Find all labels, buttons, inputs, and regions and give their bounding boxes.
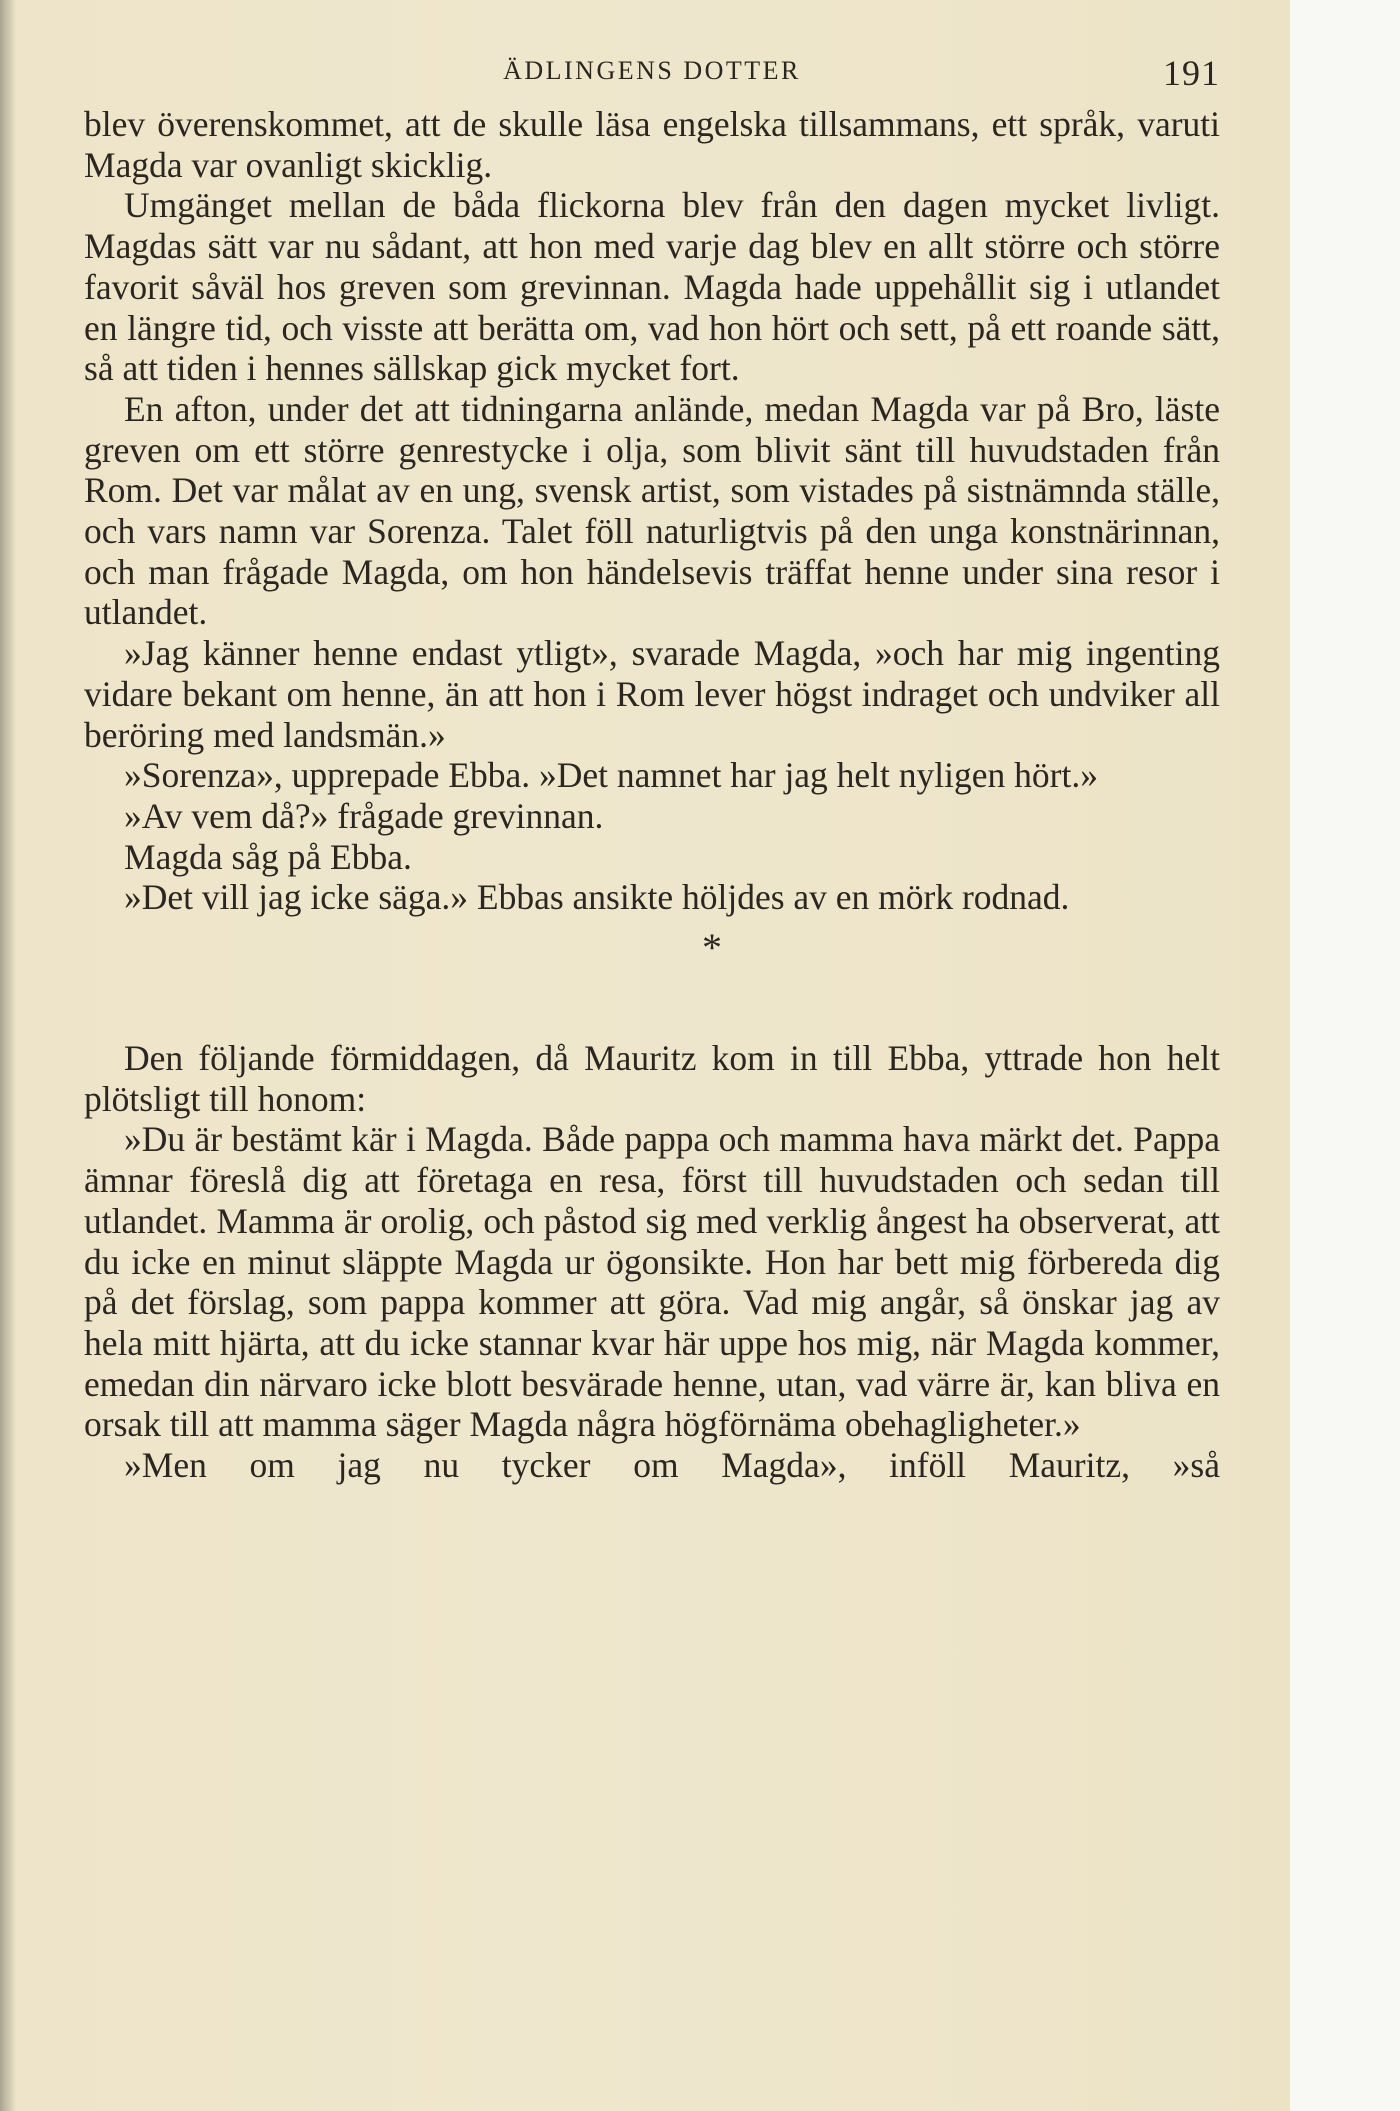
paragraph: »Jag känner henne endast ytligt», svarade Magda, »och har mig ingenting vidare bekant om henne, än att hon i Rom lever högst indraget och undviker all beröring med landsmän.»: [84, 633, 1220, 755]
body-text: [84, 104, 1220, 1486]
scan-margin: [1290, 0, 1400, 2111]
text-block: [84, 52, 1220, 1486]
paragraph: Magda såg på Ebba.: [124, 836, 412, 877]
section-break: *: [702, 925, 722, 971]
page-number: 191: [1163, 53, 1220, 93]
paragraph: »Det vill jag icke säga.» Ebbas ansikte höljdes av en mörk rodnad.: [124, 877, 1070, 918]
paragraph: »Men om jag nu tycker om Magda», inföll Mauritz, »så: [124, 1445, 1220, 1486]
paragraph: »Du är bestämt kär i Magda. Både pappa och mamma hava märkt det. Pappa ämnar föreslå dig att företaga en resa, först till huvudstaden och sedan till utlandet. Mamma är orolig, och påstod sig med verklig ångest ha observerat, att du icke en minut släppte Magda ur ögonsikte. Hon har bett mig förbereda dig på det förslag, som pappa kommer att göra. Vad mig angår, så önskar jag av hela mitt hjärta, att du icke stannar kvar här uppe hos mig, när Magda kommer, emedan din närvaro icke blott besvärade henne, utan, vad värre är, kan bliva en orsak till att mamma säger Magda några högförnäma obehagligheter.»: [84, 1119, 1220, 1445]
paragraph: Umgänget mellan de båda flickorna blev från den dagen mycket livligt. Magdas sätt var nu sådant, att hon med varje dag blev en allt större och större favorit såväl hos greven som grevinnan. Magda hade uppehållit sig i utlandet en längre tid, och visste att berätta om, vad hon hört och sett, på ett roande sätt, så att tiden i hennes sällskap gick mycket fort.: [84, 185, 1220, 389]
paragraph: »Sorenza», upprepade Ebba. »Det namnet har jag helt nyligen hört.»: [124, 755, 1098, 796]
running-title: ÄDLINGENS DOTTER: [503, 56, 801, 85]
running-head: [84, 52, 1220, 104]
paragraph: »Av vem då?» frågade grevinnan.: [124, 795, 604, 836]
paragraph: blev överenskommet, att de skulle läsa engelska tillsammans, ett språk, varuti Magda var ovanligt skicklig.: [84, 104, 1220, 185]
page-spine-shadow: [0, 0, 16, 2111]
paragraph: Den följande förmiddagen, då Mauritz kom in till Ebba, yttrade hon helt plötsligt till honom:: [84, 1038, 1220, 1119]
paragraph: En afton, under det att tidningarna anlände, medan Magda var på Bro, läste greven om ett större genrestycke i olja, som blivit sänt till huvudstaden från Rom. Det var målat av en ung, svensk artist, som vistades på sistnämnda ställe, och vars namn var Sorenza. Talet föll naturligtvis på den unga konstnärinnan, och man frågade Magda, om hon händelsevis träffat henne under sina resor i utlandet.: [84, 388, 1220, 633]
